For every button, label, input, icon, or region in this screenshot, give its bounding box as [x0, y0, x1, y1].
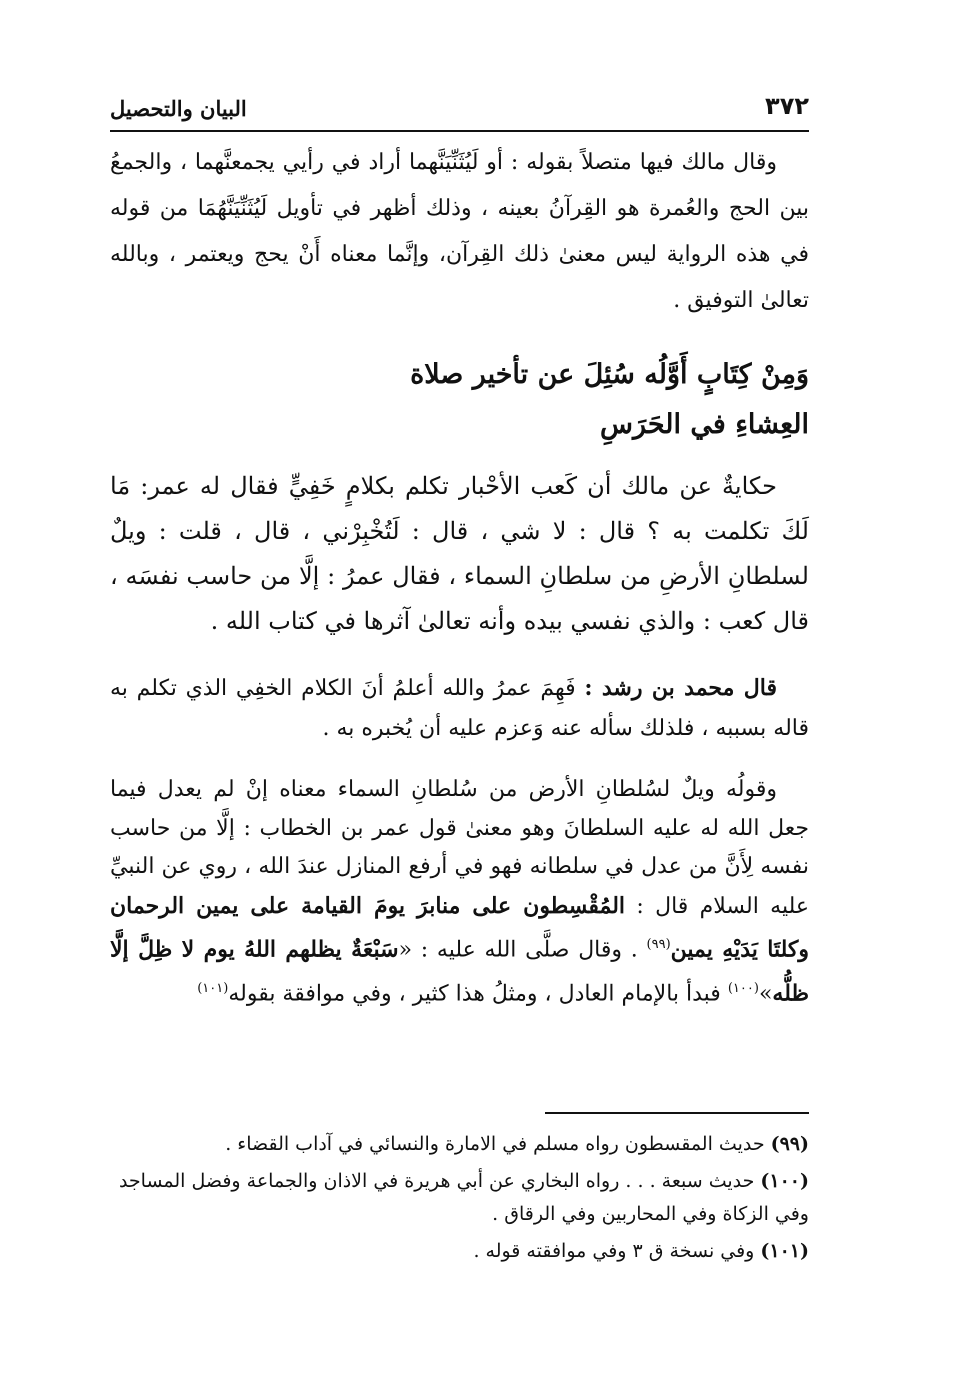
footnote-text: حديث المقسطون رواه مسلم في الامارة والنسائي في آداب القضاء . — [225, 1133, 765, 1155]
hadith-quote-1: المُقْسِطون على منابرَ يومَ القيامة على يمين الرحمان وكلتَا يَدَيْهِ يمين — [110, 892, 810, 963]
footnote-number: (١٠١) — [760, 1240, 809, 1262]
paragraph-3-text: فَهِمَ عمرُ والله أعلمُ أنَ الكلام الخفِي الذي تكلم به قاله بسببه ، فلذلك سأله عنه وَعزم عليه أن يُخبره به . — [110, 676, 809, 741]
footnote-99 — [110, 1128, 809, 1161]
main-text — [110, 140, 809, 1014]
footnote-number: (١٠٠) — [760, 1170, 809, 1192]
commentator-lead: قال محمد بن رشد : — [584, 675, 777, 701]
footnotes — [110, 1128, 809, 1272]
footnote-100 — [110, 1165, 809, 1231]
paragraph-4-part-f: فبدأ بالإمام العادل ، ومثلُ هذا كثير ، وفي موافقة بقوله — [228, 981, 728, 1007]
paragraph-2: حكايةٌ عن مالك أن كَعب الأحْبار تكلم بكلامٍ خَفِيٍّ فقال له عمر: مَا لَكَ تكلمت به ؟ قال : لا شي ، قال : لَتُخْبِرْني ، قال ، قلت : ويلٌ لسلطانِ الأرضِ من سلطانِ السماء ، فقال عمرُ : إلَّا من حاسب نفسَه ، قال كعب : والذي نفسي بيده وأنه تعالىٰ آثرها في كتاب الله . — [110, 472, 809, 635]
page-number: ٣٧٢ — [765, 92, 809, 120]
page-header — [110, 86, 809, 132]
hadith-quote-2: سَبْعَةٌ يظلهم اللهُ يوم لا ظِلَّ إلَّا ظلُّه — [110, 936, 809, 1007]
footnote-divider — [545, 1112, 809, 1114]
footnote-text: وفي نسخة ق ٣ وفي موافقته قوله . — [473, 1240, 755, 1262]
footnote-text: حديث سبعة . . . رواه البخاري عن أبي هريرة في الاذان والجماعة وفضل المساجد وفي الزكاة وفي المحاربين وفي الرقاق . — [118, 1170, 809, 1225]
paragraph-3 — [110, 668, 809, 749]
running-title: البيان والتحصيل — [110, 96, 247, 121]
footnote-ref-101[interactable]: (١٠١) — [197, 980, 229, 996]
footnote-ref-99[interactable]: (٩٩) — [646, 937, 671, 952]
heading-line-1: وَمِنْ كِتَابٍ أَوَّلُه سُئِلَ عن تأخير صلاة — [410, 359, 809, 390]
footnote-ref-100[interactable]: (١٠٠) — [727, 980, 759, 996]
paragraph-1: وقال مالك فيها متصلاً بقوله : أو لَيُثَنِّيَنَّهما أراد في رأيي يجمعنَّهما ، والجمعُ بين الحج والعُمرة هو القِرآنُ بعينه ، وذلك أظهر في تأويل لَيُثَنِّيَنَّهُمَا من قوله في هذه الرواية ليس معنىٰ ذلك القِرآن، وإنَّما معناه أَنْ يحج ويعتمر ، وبالله تعالىٰ التوفيق . — [110, 150, 809, 313]
footnote-number: (٩٩) — [770, 1133, 809, 1155]
paragraph-4-part-a: وقولُه ويلٌ لسُلطانِ الأرض من سُلطانِ السماء معناه إنْ لم يعدل فيما جعل الله له عليه السلطانَ وهو معنىٰ قول عمر بن الخطاب : إلَّا من حاسب نفسه لِأَنَّ من عدل في سلطانه فهو في أرفع المنازل عندَ الله ، روي عن النبيِّ عليه السلام قال : — [110, 777, 810, 919]
quote-close: » — [758, 981, 773, 1007]
section-heading — [110, 350, 809, 450]
paragraph-4 — [110, 771, 809, 1014]
footnote-101 — [110, 1235, 809, 1268]
heading-line-2: العِشاءِ في الحَرَسِ — [600, 409, 809, 440]
paragraph-4-part-c: . وقال صلَّى الله عليه : « — [398, 937, 647, 963]
